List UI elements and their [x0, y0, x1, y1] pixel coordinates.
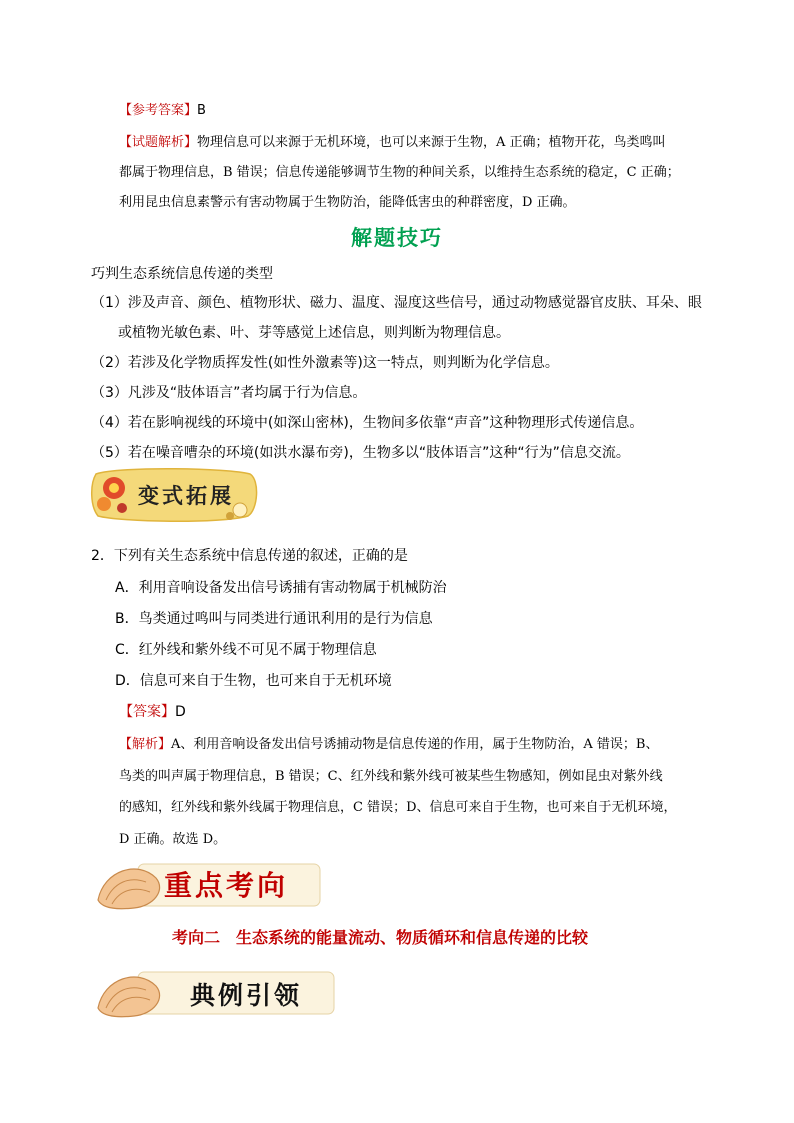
q1-analysis-label: 【试题解析】: [119, 135, 198, 150]
q1-answer-value: B: [197, 103, 206, 118]
tips-item-1-cont: 或植物光敏色素、叶、芽等感觉上述信息，则判断为物理信息。: [118, 325, 510, 341]
shell-icon: [98, 869, 160, 909]
q2-answer-line: [119, 697, 186, 727]
shell-icon: [98, 977, 160, 1017]
q2-analysis-line-1: 【解析】A、利用音响设备发出信号诱捕动物是信息传递的作用，属于生物防治，A 错误；B、: [119, 737, 659, 752]
tips-item-4: （4）若在影响视线的环境中(如深山密林)，生物间多依靠“声音”这种物理形式传递信息。: [91, 415, 644, 431]
q1-analysis-line-1: 【试题解析】物理信息可以来源于无机环境，也可以来源于生物，A 正确；植物开花，鸟类鸣叫: [119, 135, 666, 150]
tips-item-5: （5）若在噪音嘈杂的环境(如洪水瀑布旁)，生物多以“肢体语言”这种“行为”信息交流。: [91, 445, 630, 461]
key-direction-banner-text: 重点考向: [164, 869, 289, 902]
tips-subtitle: 巧判生态系统信息传递的类型: [91, 266, 273, 282]
key-direction-banner: [94, 856, 324, 912]
q2-analysis: [119, 729, 709, 855]
tips-item-2: （2）若涉及化学物质挥发性(如性外激素等)这一特点，则判断为化学信息。: [91, 355, 559, 371]
q2-option-a: A．利用音响设备发出信号诱捕有害动物属于机械防治: [115, 580, 447, 596]
q2-analysis-line-3: 的感知，红外线和紫外线属于物理信息，C 错误；D、信息可来自于生物，也可来自于无机环境，: [119, 800, 677, 815]
example-banner-text: 典例引领: [190, 981, 303, 1010]
tips-heading: 解题技巧: [351, 226, 443, 250]
variant-banner: [90, 466, 260, 524]
tips-item-1: （1）涉及声音、颜色、植物形状、磁力、温度、湿度这些信号，通过动物感觉器官皮肤、耳朵、眼: [91, 295, 702, 311]
q1-analysis: [119, 128, 709, 218]
q1-analysis-line-2: 都属于物理信息，B 错误；信息传递能够调节生物的种间关系，以维持生态系统的稳定，C 正确；: [119, 165, 680, 180]
q2-option-d: D．信息可来自于生物，也可来自于无机环境: [115, 673, 392, 689]
example-banner: [94, 964, 339, 1020]
q1-answer-label: 【参考答案】: [119, 103, 198, 118]
q1-answer-line: [119, 96, 206, 126]
q2-option-b: B．鸟类通过鸣叫与同类进行通讯利用的是行为信息: [115, 611, 433, 627]
q2-analysis-line-4: D 正确。故选 D。: [119, 831, 227, 847]
q2-analysis-label: 【解析】: [119, 737, 172, 752]
q2-answer-value: D: [175, 704, 186, 720]
q2-option-c: C．红外线和紫外线不可见不属于物理信息: [115, 642, 377, 658]
q2-answer-label: 【答案】: [119, 704, 175, 720]
variant-banner-text: 变式拓展: [138, 483, 234, 508]
direction-title: 考向二 生态系统的能量流动、物质循环和信息传递的比较: [172, 928, 589, 947]
tips-list: [91, 288, 711, 468]
q1-analysis-line-3: 利用昆虫信息素警示有害动物属于生物防治，能降低害虫的种群密度，D 正确。: [119, 195, 576, 210]
tips-item-3: （3）凡涉及“肢体语言”者均属于行为信息。: [91, 385, 367, 401]
q2-stem: 2．下列有关生态系统中信息传递的叙述，正确的是: [91, 548, 408, 564]
q2-options: [115, 573, 447, 697]
q2-analysis-line-2: 鸟类的叫声属于物理信息，B 错误；C、红外线和紫外线可被某些生物感知，例如昆虫对紫外线: [119, 768, 663, 784]
